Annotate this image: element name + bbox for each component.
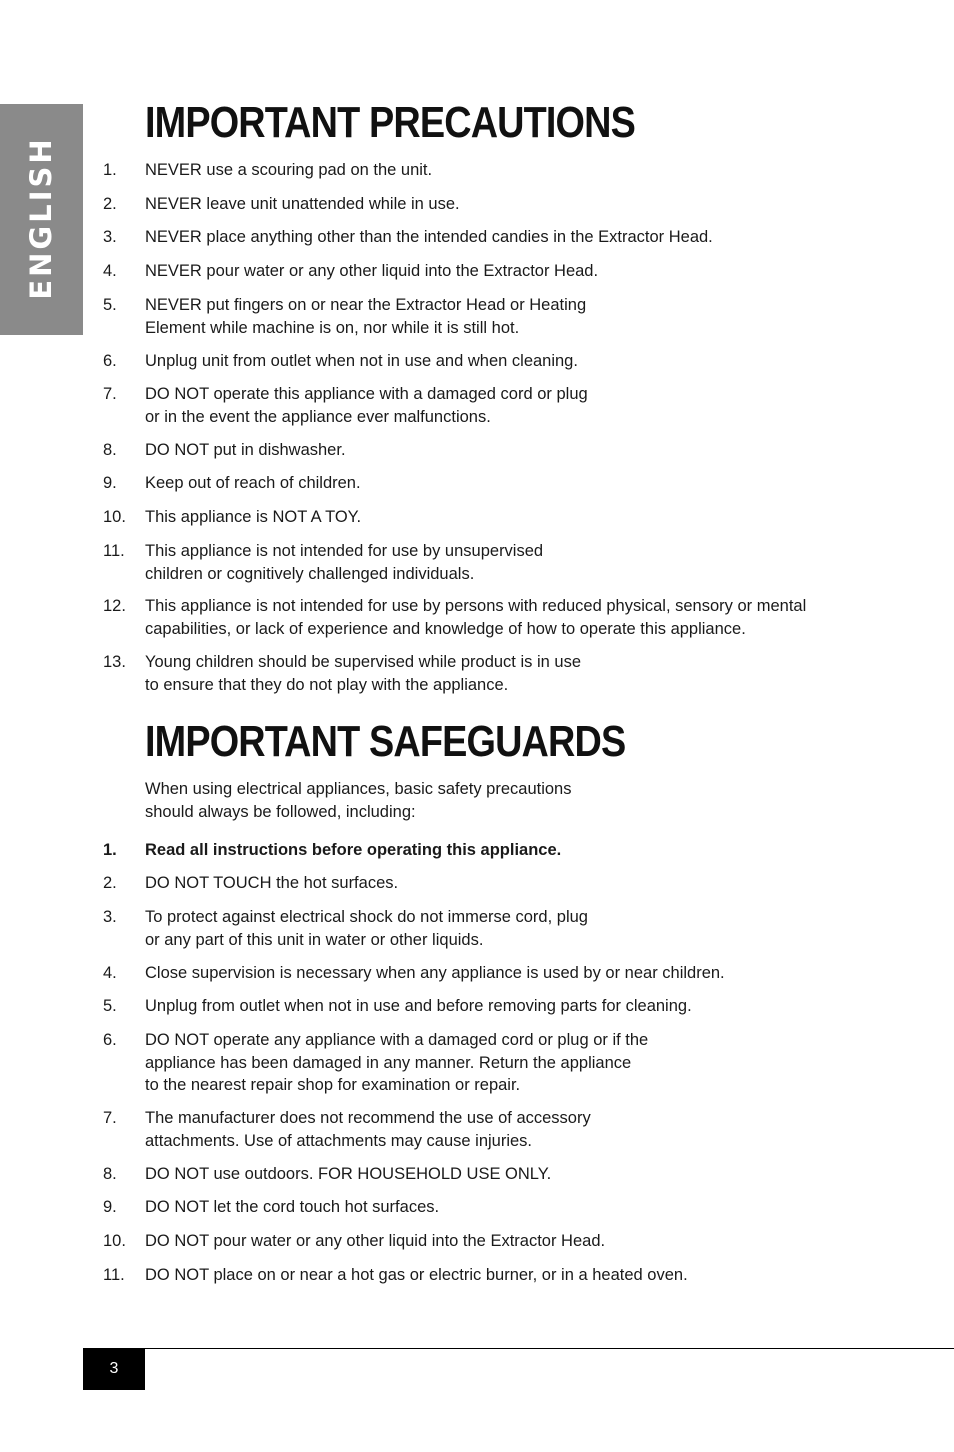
list-item-text — [145, 839, 865, 862]
list-item-line: DO NOT put in dishwasher. — [145, 441, 346, 459]
precautions-heading: IMPORTANT PRECAUTIONS — [145, 98, 635, 147]
list-item-number: 13. — [103, 653, 126, 671]
list-item-text — [145, 1163, 865, 1186]
list-item-line: to ensure that they do not play with the appliance. — [145, 675, 509, 694]
list-item-line: or any part of this unit in water or other liquids. — [145, 930, 484, 949]
list-item-text — [145, 506, 865, 529]
list-item-number: 3. — [103, 228, 117, 246]
list-item-text — [145, 193, 865, 216]
list-item-line: Unplug unit from outlet when not in use and when cleaning. — [145, 352, 578, 370]
list-item-text — [145, 472, 865, 495]
list-item-text — [145, 1107, 865, 1152]
list-item-line: NEVER place anything other than the intended candies in the Extractor Head. — [145, 228, 713, 246]
list-item-line: DO NOT use outdoors. FOR HOUSEHOLD USE ONLY. — [145, 1165, 552, 1183]
list-item-text — [145, 383, 865, 428]
list-item-text — [145, 995, 865, 1018]
list-item-number: 4. — [103, 262, 117, 280]
list-item-line: The manufacturer does not recommend the use of accessory — [145, 1109, 591, 1127]
list-item-number: 10. — [103, 508, 126, 526]
list-item-line: capabilities, or lack of experience and knowledge of how to operate this appliance. — [145, 619, 746, 638]
language-tab-label: ENGLISH — [24, 136, 58, 300]
list-item-text — [145, 906, 865, 951]
list-item-line: DO NOT operate any appliance with a damaged cord or plug or if the — [145, 1031, 649, 1049]
list-item-text — [145, 1029, 865, 1097]
list-item-number: 8. — [103, 441, 117, 459]
list-item-line: DO NOT TOUCH the hot surfaces. — [145, 874, 399, 892]
list-item-line: NEVER use a scouring pad on the unit. — [145, 161, 433, 179]
safeguards-intro — [145, 778, 705, 823]
list-item-text — [145, 294, 865, 339]
list-item-text — [145, 1196, 865, 1219]
list-item-number: 4. — [103, 964, 117, 982]
page-number: 3 — [83, 1348, 145, 1390]
list-item-number: 2. — [103, 874, 117, 892]
list-item-line: This appliance is not intended for use by persons with reduced physical, sensory or mental — [145, 597, 807, 615]
list-item-line: To protect against electrical shock do not immerse cord, plug — [145, 908, 588, 926]
list-item-line: DO NOT place on or near a hot gas or electric burner, or in a heated oven. — [145, 1266, 688, 1284]
list-item-line: This appliance is not intended for use by unsupervised — [145, 542, 544, 560]
list-item-text — [145, 226, 865, 249]
list-item-text — [145, 872, 865, 895]
list-item-number: 10. — [103, 1232, 126, 1250]
list-item-number: 11. — [103, 542, 125, 560]
list-item-line: DO NOT let the cord touch hot surfaces. — [145, 1198, 440, 1216]
list-item-number: 11. — [103, 1266, 125, 1284]
list-item-text — [145, 350, 865, 373]
safeguards-heading: IMPORTANT SAFEGUARDS — [145, 717, 626, 766]
safeguards-intro-line: When using electrical appliances, basic safety precautions — [145, 780, 572, 798]
list-item-text — [145, 1230, 865, 1253]
list-item-line: Element while machine is on, nor while it is still hot. — [145, 318, 520, 337]
list-item-line: This appliance is NOT A TOY. — [145, 508, 362, 526]
list-item-number: 12. — [103, 597, 126, 615]
list-item-line: Close supervision is necessary when any appliance is used by or near children. — [145, 964, 725, 982]
list-item-line: Keep out of reach of children. — [145, 474, 361, 492]
list-item-number: 7. — [103, 1109, 117, 1127]
list-item-text — [145, 159, 865, 182]
list-item-text — [145, 1264, 865, 1287]
footer-rule — [83, 1348, 954, 1349]
list-item-number: 9. — [103, 474, 117, 492]
list-item-number: 9. — [103, 1198, 117, 1216]
list-item-line: Young children should be supervised while product is in use — [145, 653, 582, 671]
list-item-number: 5. — [103, 997, 117, 1015]
list-item-number: 6. — [103, 1031, 117, 1049]
list-item-text — [145, 260, 865, 283]
safeguards-intro-line: should always be followed, including: — [145, 802, 416, 821]
list-item-text — [145, 540, 865, 585]
list-item-number: 8. — [103, 1165, 117, 1183]
list-item-line: Read all instructions before operating this appliance. — [145, 841, 562, 859]
list-item-text — [145, 962, 865, 985]
list-item-text — [145, 595, 865, 640]
list-item-number: 3. — [103, 908, 117, 926]
list-item-line: NEVER put fingers on or near the Extractor Head or Heating — [145, 296, 587, 314]
list-item-line: appliance has been damaged in any manner. Return the appliance — [145, 1053, 632, 1072]
list-item-line: attachments. Use of attachments may cause injuries. — [145, 1131, 533, 1150]
list-item-line: NEVER leave unit unattended while in use. — [145, 195, 460, 213]
list-item-line: NEVER pour water or any other liquid into the Extractor Head. — [145, 262, 599, 280]
list-item-line: or in the event the appliance ever malfunctions. — [145, 407, 491, 426]
list-item-number: 5. — [103, 296, 117, 314]
list-item-text — [145, 439, 865, 462]
list-item-line: Unplug from outlet when not in use and before removing parts for cleaning. — [145, 997, 692, 1015]
list-item-line: DO NOT pour water or any other liquid into the Extractor Head. — [145, 1232, 606, 1250]
list-item-number: 7. — [103, 385, 117, 403]
list-item-line: DO NOT operate this appliance with a damaged cord or plug — [145, 385, 588, 403]
list-item-number: 2. — [103, 195, 117, 213]
list-item-number: 6. — [103, 352, 117, 370]
list-item-number: 1. — [103, 161, 117, 179]
list-item-line: to the nearest repair shop for examination or repair. — [145, 1076, 521, 1094]
list-item-number: 1. — [103, 841, 117, 859]
list-item-text — [145, 651, 865, 696]
list-item-line: children or cognitively challenged individuals. — [145, 564, 475, 583]
